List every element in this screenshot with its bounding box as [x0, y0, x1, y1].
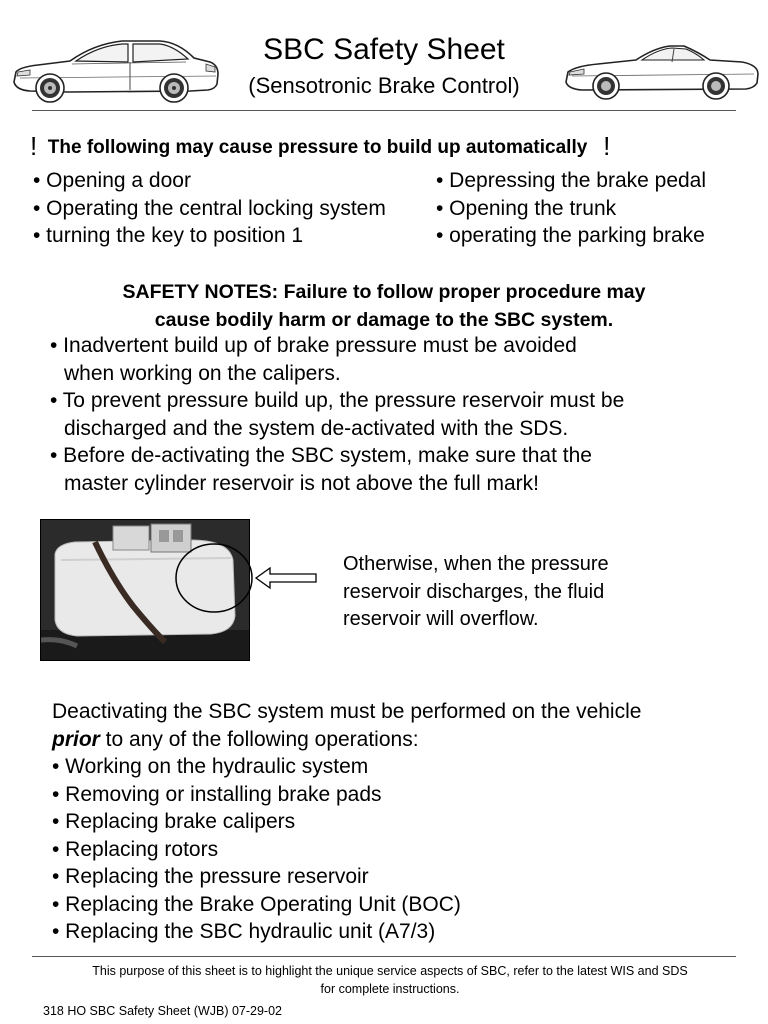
- list-item: • Replacing the SBC hydraulic unit (A7/3): [52, 920, 436, 943]
- figure-caption: Otherwise, when the pressure reservoir discharges, the fluid reservoir will overflow.: [343, 553, 609, 630]
- list-item: • Replacing rotors: [52, 837, 219, 861]
- list-item: • turning the key to position 1: [33, 224, 304, 247]
- safety-heading-line: cause bodily harm or damage to the SBC system.: [154, 309, 614, 331]
- page-title: SBC Safety Sheet: [263, 33, 505, 66]
- list-item: • Replacing the pressure reservoir: [52, 865, 369, 888]
- auto-pressure-list-right: [436, 167, 706, 250]
- list-item: • Replacing brake calipers: [52, 810, 296, 833]
- list-item: • Before de-activating the SBC system, make sure that the master cylinder reservoir is not above the full mark!: [50, 444, 592, 495]
- deactivation-intro: Deactivating the SBC system must be performed on the vehicle: [52, 700, 642, 723]
- header-divider: [32, 110, 736, 111]
- exclamation-icon: !: [30, 131, 38, 161]
- list-item: • Opening a door: [33, 169, 191, 192]
- deactivation-intro-2: prior to any of the following operations:: [52, 727, 419, 751]
- list-item: • Depressing the brake pedal: [436, 169, 707, 192]
- document-id: 318 HO SBC Safety Sheet (WJB) 07-29-02: [43, 1004, 282, 1018]
- list-item: • Inadvertent build up of brake pressure must be avoided when working on the calipers.: [50, 334, 577, 385]
- safety-notes-heading: [40, 278, 728, 334]
- list-item: • To prevent pressure build up, the pressure reservoir must be discharged and the system de-activated with the SDS.: [50, 389, 625, 440]
- exclamation-icon: !: [603, 131, 611, 161]
- emphasis-text: prior: [52, 727, 100, 751]
- list-item: • Operating the central locking system: [33, 196, 386, 220]
- list-item: • Opening the trunk: [436, 196, 617, 220]
- page-subtitle: (Sensotronic Brake Control): [248, 73, 520, 98]
- list-item: • Removing or installing brake pads: [52, 782, 382, 806]
- arrow-left-icon: [256, 568, 316, 588]
- list-item: • Replacing the Brake Operating Unit (BOC): [52, 892, 461, 916]
- highlight-callout: [170, 540, 330, 620]
- list-item: • operating the parking brake: [436, 224, 705, 247]
- deactivation-section: [52, 698, 641, 946]
- footer-note: This purpose of this sheet is to highlight the unique service aspects of SBC, refer to the latest WIS and SDS for complete instructions.: [92, 964, 688, 996]
- footer-divider: [32, 956, 736, 957]
- warning-heading: [30, 131, 750, 163]
- auto-pressure-list-left: [33, 167, 386, 250]
- list-item: • Working on the hydraulic system: [52, 755, 369, 778]
- safety-notes-list: [50, 332, 624, 497]
- warning-text: The following may cause pressure to build up automatically: [47, 137, 588, 158]
- safety-heading-line: SAFETY NOTES: Failure to follow proper procedure may: [122, 281, 646, 303]
